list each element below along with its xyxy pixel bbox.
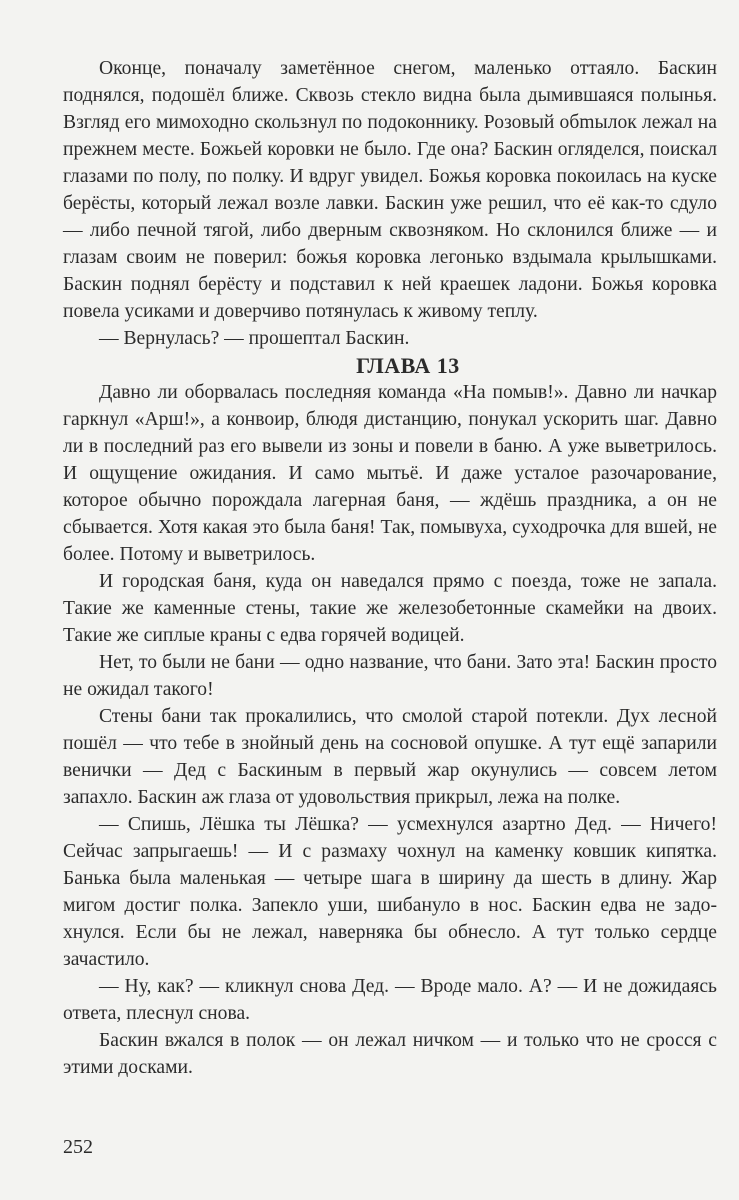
paragraph: — Спишь, Лёшка ты Лёшка? — усмехнулся азартно Дед. — Ничего! Сейчас запрыгаешь! — И с размаху чохнул на каменку ковшик кипятка. Банька была маленькая — четыре шага в ширину да шесть в длину. Жар мигом достиг полка. Запекло уши, шибануло в нос. Баскин едва не задохнулся. Если бы не лежал, наверняка бы обнесло. А тут только сердце зачастило.	[63, 814, 717, 970]
paragraph: Стены бани так прокалились, что смолой старой потекли. Дух лесной пошёл — что тебе в знойный день на сосновой опушке. А тут ещё запарили венички — Дед с Баскиным в первый жар окунулись — совсем летом запахло. Баскин аж глаза от удовольствия прикрыл, лежа на полке.	[63, 706, 717, 808]
paragraph: Баскин вжался в полок — он лежал ничком — и только что не сросся с этими досками.	[63, 1030, 717, 1078]
paragraph: И городская баня, куда он наведался прямо с поезда, тоже не запала. Такие же каменные стены, такие же железобетонные скамейки на двоих. Такие же сиплые краны с едва горячей водицей.	[63, 571, 717, 646]
book-page	[63, 55, 717, 1081]
paragraph: — Вернулась? — прошептал Баскин.	[99, 328, 410, 349]
chapter-title: ГЛАВА 13	[356, 353, 460, 378]
paragraph: — Ну, как? — кликнул снова Дед. — Вроде мало. А? — И не дожидаясь ответа, плеснул снова.	[63, 976, 717, 1024]
paragraph: Оконце, поначалу заметённое снегом, маленько оттаяло. Баскин поднялся, подошёл ближе. Сквозь стекло видна была дымившаяся полынья. Взгляд его мимоходно скользнул по подоконнику. Розовый обmылок лежал на прежнем месте. Божьей коровки не было. Где она? Баскин огляделся, поискал глазами по полу, по полку. И вдруг увидел. Божья коровка покоилась на куске берёсты, который лежал возле лавки. Баскин уже решил, что её как-то сдуло — либо печной тягой, либо дверным сквозняком. Но склонился ближе — и глазам своим не поверил: божья коровка легонько вздымала крылышками. Баскин поднял берёсту и подставил к ней краешек ладони. Божья коровка повела усиками и доверчиво потянулась к живому теплу.	[63, 58, 717, 322]
paragraph: Давно ли оборвалась последняя команда «На помыв!». Давно ли начкар гаркнул «Арш!», а конвоир, блюдя дистанцию, понукал ускорить шаг. Давно ли в последний раз его вывели из зоны и повели в баню. А уже выветрилось. И ощущение ожидания. И само мытьё. И даже усталое разочарование, которое обычно порождала лагерная баня, — ждёшь праздника, а он не сбывается. Хотя какая это была баня! Так, помывуха, суходрочка для вшей, не более. Потому и выветрилось.	[63, 382, 717, 565]
paragraph: Нет, то были не бани — одно название, что бани. Зато эта! Баскин просто не ожидал такого!	[63, 652, 717, 700]
page-number: 252	[63, 1136, 93, 1158]
